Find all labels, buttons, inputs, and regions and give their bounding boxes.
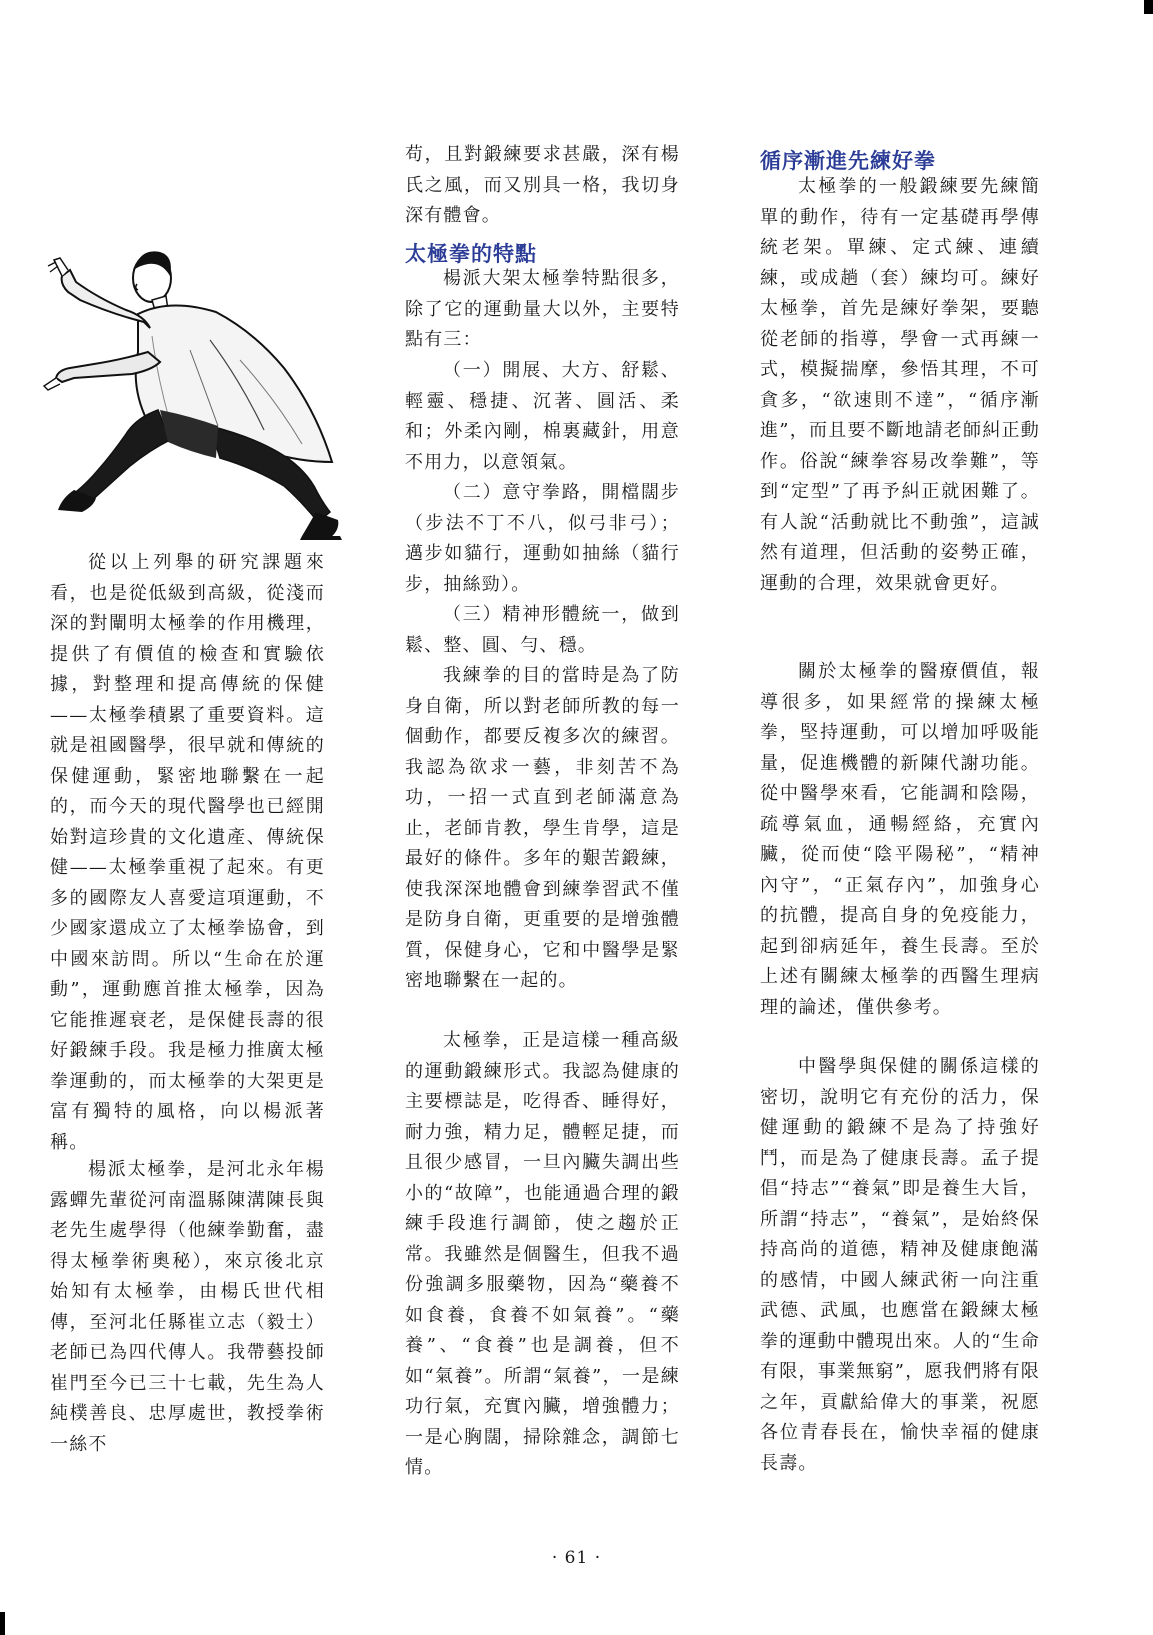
paragraph: 我練拳的目的當時是為了防身自衛，所以對老師所教的每一個動作，都要反複多次的練習。我認為欲求一藝，非刻苦不為功，一招一式直到老師滿意為止，老師肯教，學生肯學，這是最好的條件。多年的艱苦鍛練，使我深深地體會到練拳習武不僅是防身自衛，更重要的是增強體質，保健身心，它和中醫學是緊密地聯繫在一起的。 (405, 665, 680, 991)
scan-mark-bottom-left (0, 1612, 5, 1635)
section-heading: 循序漸進先練好拳 (760, 148, 936, 173)
paragraph: 中醫學與保健的關係這樣的密切，說明它有充份的活力，保健運動的鍛練不是為了持強好鬥，而是為了健康長壽。孟子提倡“持志”“養氣”即是養生大旨，所謂“持志”，“養氣”，是始終保持高尚的道德，精神及健康飽滿的感情，中國人練武術一向注重武德、武風，也應當在鍛練太極拳的運動中體現出來。人的“生命有限，事業無窮”，愿我們將有限之年，貢獻給偉大的事業，祝愿各位青春長在，愉快幸福的健康長壽。 (760, 1056, 1040, 1474)
paragraph: （一）開展、大方、舒鬆、輕靈、穩捷、沉著、圓活、柔和；外柔內剛，棉裏藏針，用意不用力，以意領氣。 (405, 360, 680, 473)
paragraph: 太極拳，正是這樣一種高級的運動鍛練形式。我認為健康的主要標誌是，吃得香、睡得好，耐力強，精力足，體輕足捷，而且很少感冒，一旦內臟失調出些小的“故障”，也能通過合理的鍛練手段進行調節，使之趨於正常。我雖然是個醫生，但我不過份強調多服藥物，因為“藥養不如食養，食養不如氣養”。“藥養”、“食養”也是調養，但不如“氣養”。所謂“氣養”，一是練功行氣，充實內臟，增強體力；一是心胸闊，掃除雜念，調節七情。 (405, 1030, 680, 1478)
paragraph: （三）精神形體統一，做到鬆、整、圓、勻、穩。 (405, 604, 680, 656)
paragraph: 楊派大架太極拳特點很多，除了它的運動量大以外，主要特點有三： (405, 268, 680, 350)
tai-chi-figure-illustration (40, 240, 350, 545)
scan-mark-top-right (1144, 0, 1153, 14)
page-number: · 61 · (551, 1548, 602, 1568)
paragraph: 從以上列舉的研究課題來看，也是從低級到高級，從淺而深的對闡明太極拳的作用機理，提供了有價值的檢查和實驗依據，對整理和提高傳統的保健——太極拳積累了重要資料。這就是祖國醫學，很早就和傳統的保健運動，緊密地聯繫在一起的，而今天的現代醫學也已經開始對這珍貴的文化遺產、傳統保健——太極拳重視了起來。有更多的國際友人喜愛這項運動，不少國家還成立了太極拳協會，到中國來訪問。所以“生命在於運動”，運動應首推太極拳，因為它能推遲衰老，是保健長壽的很好鍛練手段。我是極力推廣太極拳運動的，而太極拳的大架更是富有獨特的風格，向以楊派著稱。 (50, 552, 325, 1153)
paragraph: 關於太極拳的醫療價值，報導很多，如果經常的操練太極拳，堅持運動，可以增加呼吸能量，促進機體的新陳代謝功能。從中醫學來看，它能調和陰陽，疏導氣血，通暢經絡，充實內臟，從而使“陰平陽秘”，“精神內守”，“正氣存內”，加強身心的抗體，提高自身的免疫能力，起到卻病延年，養生長壽。至於上述有關練太極拳的西醫生理病理的論述，僅供參考。 (760, 661, 1040, 1018)
paragraph: （二）意守拳路，開檔闊步（步法不丁不八，似弓非弓）；邁步如貓行，運動如抽絲（貓行步，抽絲勁）。 (405, 482, 680, 595)
paragraph: 苟，且對鍛練要求甚嚴，深有楊氏之風，而又別具一格，我切身深有體會。 (405, 144, 680, 226)
section-heading: 太極拳的特點 (405, 241, 537, 266)
paragraph: 太極拳的一般鍛練要先練簡單的動作，待有一定基礎再學傳統老架。單練、定式練、連續練，或成趟（套）練均可。練好太極拳，首先是練好拳架，要聽從老師的指導，學會一式再練一式，模擬揣摩，參悟其理，不可貪多，“欲速則不達”，“循序漸進”，而且要不斷地請老師糾正動作。俗說“練拳容易改拳難”，等到“定型”了再予糾正就困難了。有人說“活動就比不動強”，這誠然有道理，但活動的姿勢正確，運動的合理，效果就會更好。 (760, 176, 1040, 594)
paragraph: 楊派太極拳，是河北永年楊露蟬先輩從河南溫縣陳溝陳長與老先生處學得（他練拳勤奮，盡得太極拳術奧秘），來京後北京始知有太極拳，由楊氏世代相傳，至河北任縣崔立志（毅士）老師已為四代傳人。我帶藝投師崔門至今已三十七載，先生為人純樸善良、忠厚處世，教授拳術一絲不 (50, 1159, 325, 1455)
